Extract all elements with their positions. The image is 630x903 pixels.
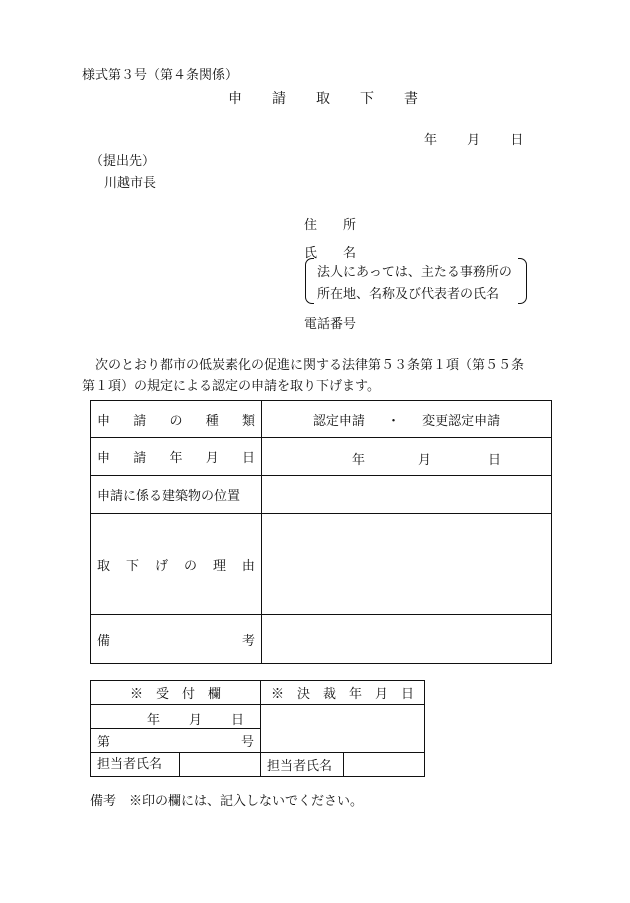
date-month: 月 [467, 133, 481, 148]
name-label: 氏 名 [304, 246, 357, 261]
date-year: 年 [424, 133, 438, 148]
application-date-label: 申 請 年 月 日 [91, 438, 262, 476]
decision-staff-value [344, 753, 425, 777]
reason-label: 取 下 げ の 理 由 [91, 514, 262, 615]
reception-staff [91, 753, 261, 777]
reception-table [90, 680, 425, 777]
footer-note: 備考 ※印の欄には、記入しないでください。 [90, 794, 364, 809]
reception-header: ※ 受 付 欄 [91, 681, 261, 705]
staff-row [91, 753, 425, 777]
reception-date-row [91, 705, 425, 729]
recipient-label: （提出先） [90, 154, 156, 169]
kind-label: 申 請 の 種 類 [91, 401, 262, 438]
phone-label: 電話番号 [304, 317, 357, 332]
date-line [424, 129, 523, 148]
form-number: 様式第３号（第４条関係） [82, 68, 239, 83]
address-label: 住 所 [304, 218, 357, 233]
application-table [90, 400, 552, 664]
kind-value [262, 401, 552, 438]
corporate-note-line1: 法人にあっては、主たる事務所の [317, 265, 512, 280]
row-remarks [91, 615, 552, 664]
date-day: 日 [510, 133, 524, 148]
remarks-label: 備 考 [91, 615, 262, 664]
row-application-date [91, 438, 552, 476]
decision-date-value [261, 705, 425, 753]
recipient-name: 川越市長 [104, 176, 157, 191]
application-date-value: 年 月 日 [262, 438, 552, 476]
row-withdrawal-reason [91, 514, 552, 615]
kind-option-certification: 認定申請 [312, 413, 365, 429]
left-bracket [305, 258, 314, 304]
staff-label-1: 担当者氏名 [91, 753, 180, 776]
right-bracket [518, 258, 527, 304]
row-application-kind [91, 401, 552, 438]
location-value[interactable] [262, 476, 552, 514]
corporate-note-line2: 所在地、名称及び代表者の氏名 [317, 287, 500, 302]
page-title: 申 請 取 下 書 [228, 91, 426, 107]
corporate-note [305, 258, 527, 304]
kind-separator: ・ [386, 413, 400, 429]
location-label: 申請に係る建築物の位置 [91, 476, 262, 514]
kind-option-change-certification: 変更認定申請 [422, 413, 501, 429]
reception-date: 年 月 日 [91, 705, 261, 729]
decision-staff-label: 担当者氏名 [261, 753, 344, 777]
reception-number: 第 号 [91, 729, 261, 753]
body-text-line2: 第１項）の規定による認定の申請を取り下げます。 [82, 379, 380, 394]
remarks-value[interactable] [262, 615, 552, 664]
reason-value[interactable] [262, 514, 552, 615]
row-building-location [91, 476, 552, 514]
body-text-line1: 次のとおり都市の低炭素化の促進に関する法律第５３条第１項（第５５条 [82, 358, 525, 373]
decision-header: ※ 決 裁 年 月 日 [261, 681, 425, 705]
reception-header-row [91, 681, 425, 705]
